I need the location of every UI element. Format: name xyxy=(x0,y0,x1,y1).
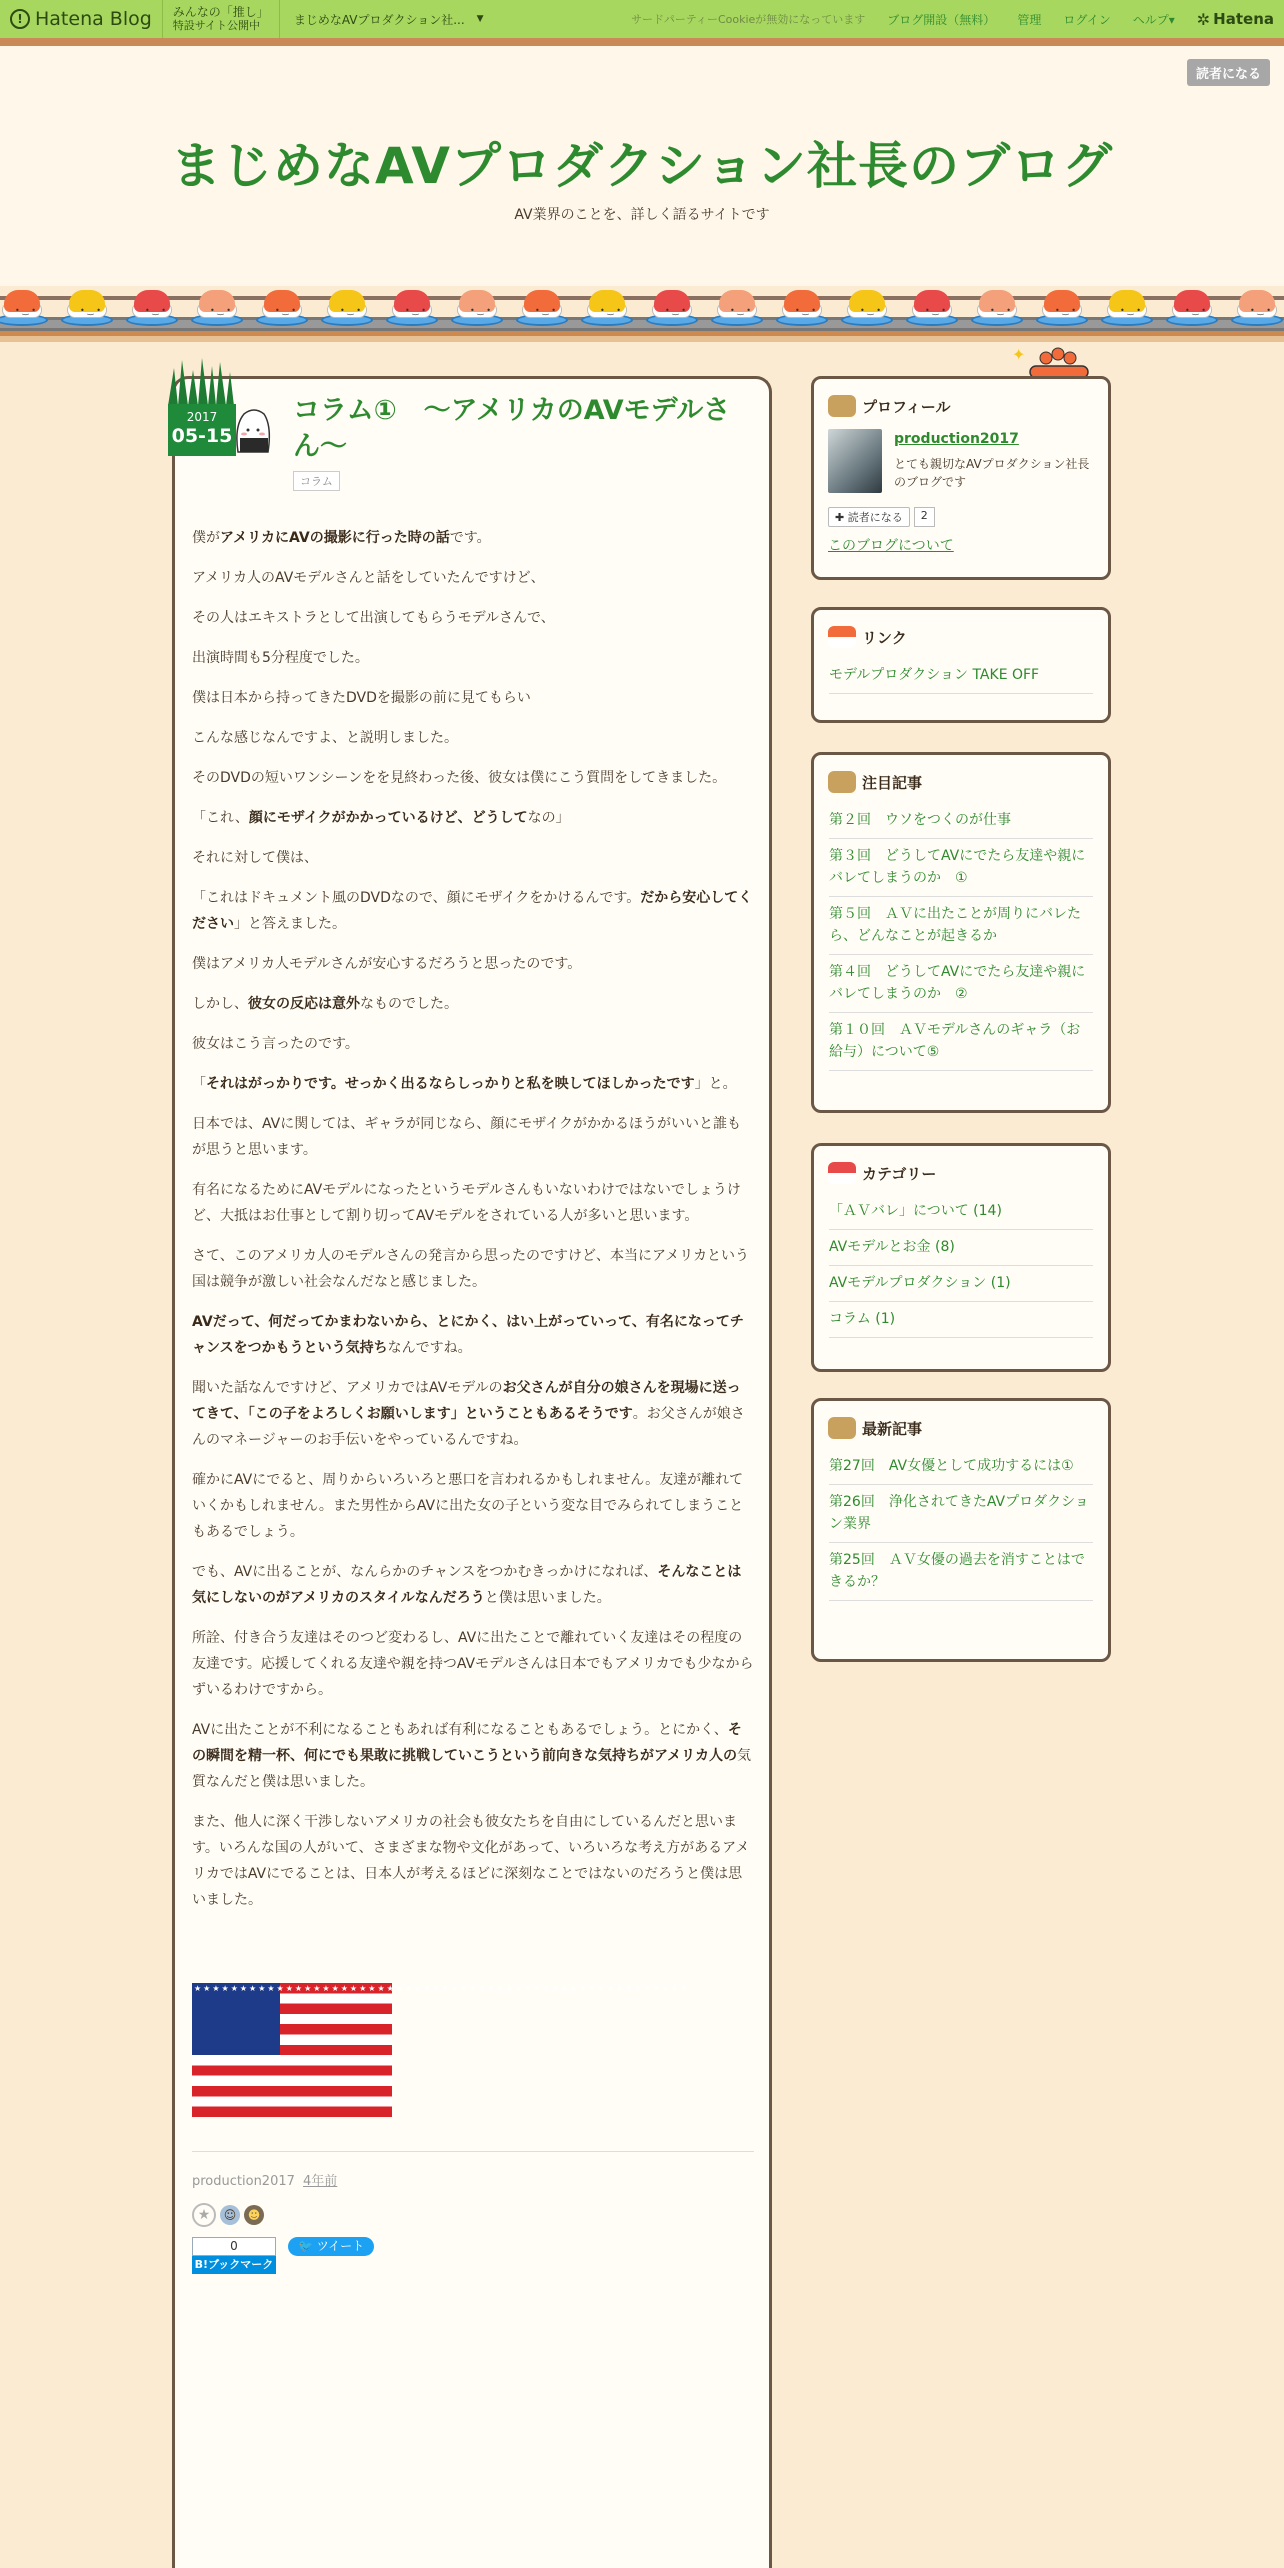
date-year: 2017 xyxy=(186,410,218,424)
entry-date-badge xyxy=(168,356,236,456)
sushi-plate-icon: • ‿ • xyxy=(386,288,438,326)
blog-description: AV業界のことを、詳しく語るサイトです xyxy=(514,207,770,223)
entry-paragraph: こんな感じなんですよ、と説明しました。 xyxy=(192,730,458,746)
entry-paragraph: 出演時間も5分程度でした。 xyxy=(192,650,369,666)
cookie-notice[interactable]: サードパーティーCookieが無効になっています xyxy=(631,13,866,26)
sushi-plate-icon: • ‿ • xyxy=(516,288,568,326)
links-module-title xyxy=(814,610,1108,658)
categories-module-title xyxy=(814,1146,1108,1194)
emphasis-text: アメリカにAVの撮影に行った時の話 xyxy=(220,530,450,546)
onigiri-icon xyxy=(828,1417,856,1439)
promo-line1: みんなの「推し」 xyxy=(172,5,269,19)
sushi-plate-icon: • ‿ • xyxy=(646,288,698,326)
emphasis-text: AVだって、何だってかまわないから、とにかく、はい上がっていって、有名になってチャンスをつかもうという気持ち xyxy=(192,1314,744,1356)
entry-paragraph: 「これ、顔にモザイクがかかっているけど、どうしてなの」 xyxy=(192,810,570,826)
hatena-brand-label: Hatena xyxy=(1213,10,1274,28)
sushi-plate-icon: • ‿ • xyxy=(1166,288,1218,326)
entry-paragraph: 「これはドキュメント風のDVDなので、顔にモザイクをかけるんです。だから安心してください」と答えました。 xyxy=(192,890,753,932)
link-item[interactable]: モデルプロダクション TAKE OFF xyxy=(829,658,1093,694)
featured-article-link[interactable]: 第１０回 ＡＶモデルさんのギャラ（お給与）について⑤ xyxy=(829,1013,1093,1071)
profile-subscribe xyxy=(828,507,1094,527)
entry-author-line xyxy=(192,2170,754,2189)
blog-title[interactable]: まじめなAVプロダクション社長のブログ xyxy=(171,137,1113,195)
help-menu[interactable]: ヘルプ▾ xyxy=(1132,12,1175,27)
entry-paragraph: 所詮、付き合う友達はそのつど変わるし、AVに出たことで離れていく友達はその程度の友達です。応援してくれる友達や親を持つAVモデルさんは日本でもアメリカでも少なからずいるわけですから。 xyxy=(192,1630,754,1698)
date-month-day: 05-15 xyxy=(171,425,233,447)
header-divider xyxy=(0,38,1284,46)
sushi-conveyor-decoration xyxy=(0,282,1284,342)
entry-time-link[interactable]: 4年前 xyxy=(303,2174,338,2189)
recent-title-label: 最新記事 xyxy=(862,1419,923,1438)
sushi-plate-icon: • ‿ • xyxy=(1101,288,1153,326)
featured-article-link[interactable]: 第４回 どうしてAVにでたら友達や親にバレてしまうのか ② xyxy=(829,955,1093,1013)
caret-down-icon: ▼ xyxy=(476,14,484,24)
about-blog-link[interactable]: このブログについて xyxy=(828,538,954,554)
subscriber-count: 2 xyxy=(914,507,935,527)
open-blog-link[interactable]: ブログ開設（無料） xyxy=(887,12,996,27)
profile-row xyxy=(814,427,1108,495)
entry-paragraph: さて、このアメリカ人のモデルさんの発言から思ったのですけど、本当にアメリカという国は競争が激しい社会なんだなと感じました。 xyxy=(192,1248,750,1290)
category-link[interactable]: AVモデルプロダクション (1) xyxy=(829,1266,1093,1302)
entry-category-tag[interactable]: コラム xyxy=(293,471,340,491)
hatena-bookmark-label: B!ブックマーク xyxy=(192,2256,276,2274)
add-star-icon[interactable]: ★ xyxy=(192,2203,216,2227)
entry-paragraph: AVだって、何だってかまわないから、とにかく、はい上がっていって、有名になってチャンスをつかもうという気持ちなんですね。 xyxy=(192,1314,744,1356)
onigiri-icon xyxy=(828,771,856,793)
profile-subscribe-label: 読者になる xyxy=(847,511,903,524)
entry-paragraph: 確かにAVにでると、周りからいろいろと悪口を言われるかもしれません。友達が離れていくかもしれません。また男性からAVに出た女の子という変な目でみられてしまうこともあるでしょう。 xyxy=(192,1472,744,1540)
sushi-plate-icon: • ‿ • xyxy=(321,288,373,326)
emphasis-text: それはがっかりです。せっかく出るならしっかりと私を映してほしかったです xyxy=(206,1076,695,1092)
entry-paragraph: 僕がアメリカにAVの撮影に行った時の話です。 xyxy=(192,530,491,546)
recent-module xyxy=(811,1398,1111,1662)
login-link[interactable]: ログイン xyxy=(1063,12,1111,27)
entry-body xyxy=(192,525,754,1927)
sushi-plate-icon: • ‿ • xyxy=(451,288,503,326)
entry-paragraph: 彼女はこう言ったのです。 xyxy=(192,1036,359,1052)
sushi-plate-icon: • ‿ • xyxy=(841,288,893,326)
promo-line2: 特設サイト公開中 xyxy=(172,19,261,32)
hatena-bookmark-button[interactable] xyxy=(192,2237,276,2274)
entry-paragraph: 僕はアメリカ人モデルさんが安心するだろうと思ったのです。 xyxy=(192,956,582,972)
category-link[interactable]: AVモデルとお金 (8) xyxy=(829,1230,1093,1266)
featured-module xyxy=(811,752,1111,1113)
sushi-icon xyxy=(828,1162,856,1184)
entry-paragraph: しかし、彼女の反応は意外なものでした。 xyxy=(192,996,458,1012)
tweet-button[interactable]: 🐦 ツイート xyxy=(288,2237,374,2256)
hatena-menu[interactable] xyxy=(1197,10,1274,29)
emphasis-text: お父さんが自分の娘さんを現場に送ってきて、「この子をよろしくお願いします」ということもあるそうです xyxy=(192,1380,741,1422)
promo-link[interactable] xyxy=(163,0,280,38)
entry-paragraph: 僕は日本から持ってきたDVDを撮影の前に見てもらい xyxy=(192,690,531,706)
profile-subscribe-button[interactable]: ✚ 読者になる xyxy=(828,507,910,527)
emphasis-text: 彼女の反応は意外 xyxy=(248,996,360,1012)
recent-article-link[interactable]: 第25回 ＡＶ女優の過去を消すことはできるか？ xyxy=(829,1543,1093,1601)
profile-description: とても親切なAVプロダクション社長のブログです xyxy=(894,457,1090,489)
entry-paragraph: 日本では、AVに関しては、ギャラが同じなら、顔にモザイクがかかるほうがいいと誰もが思うと思います。 xyxy=(192,1116,741,1158)
entry-article xyxy=(172,376,772,2568)
blog-switcher-label: まじめなAVプロダクション社... xyxy=(293,12,465,27)
sushi-plate-icon: • ‿ • xyxy=(971,288,1023,326)
share-row xyxy=(192,2237,754,2274)
emphasis-text: 顔にモザイクがかかっているけど、どうして xyxy=(248,810,528,826)
hatena-gear-icon: ✲ xyxy=(1196,9,1211,29)
sushi-plate-icon: • ‿ • xyxy=(126,288,178,326)
grass-decoration-icon xyxy=(168,356,268,406)
entry-paragraph: その人はエキストラとして出演してもらうモデルさんで、 xyxy=(192,610,555,626)
sushi-plate-icon: • ‿ • xyxy=(61,288,113,326)
featured-module-title xyxy=(814,755,1108,803)
profile-module xyxy=(811,376,1111,580)
sushi-plate-icon: • ‿ • xyxy=(1231,288,1283,326)
recent-article-link[interactable]: 第27回 AV女優として成功するには① xyxy=(829,1449,1093,1485)
profile-module-title xyxy=(814,379,1108,427)
featured-article-link[interactable]: 第２回 ウソをつくのが仕事 xyxy=(829,803,1093,839)
sushi-plate-icon: • ‿ • xyxy=(906,288,958,326)
star-user-avatar[interactable]: ☺ xyxy=(220,2205,240,2225)
emphasis-text: だから安心してください xyxy=(192,890,753,932)
links-list xyxy=(814,658,1108,702)
header-right xyxy=(631,10,1284,29)
sushi-icon xyxy=(828,626,856,648)
entry-paragraph: 聞いた話なんですけど、アメリカではAVモデルのお父さんが自分の娘さんを現場に送ってきて、「この子をよろしくお願いします」ということもあるそうです。お父さんが娘さんのマネージャーのお手伝いをやっているんですね。 xyxy=(192,1380,745,1448)
star-user-avatar[interactable]: ☻ xyxy=(244,2205,264,2225)
categories-title-label: カテゴリー xyxy=(862,1164,937,1183)
featured-list xyxy=(814,803,1108,1079)
entry-footer xyxy=(192,2151,754,2274)
global-header xyxy=(0,0,1284,38)
profile-name-link[interactable]: production2017 xyxy=(894,431,1019,447)
hatena-bookmark-count: 0 xyxy=(192,2237,276,2256)
svg-text:✦: ✦ xyxy=(1012,345,1026,364)
profile-title-label: プロフィール xyxy=(862,397,951,416)
links-module xyxy=(811,607,1111,723)
sushi-plate-icon: • ‿ • xyxy=(711,288,763,326)
recent-list xyxy=(814,1449,1108,1609)
subscribe-button[interactable]: 読者になる xyxy=(1187,59,1270,86)
recent-module-title xyxy=(814,1401,1108,1449)
entry-title[interactable]: コラム① ～アメリカのAVモデルさん～ xyxy=(293,395,731,462)
entry-paragraph: 「それはがっかりです。せっかく出るならしっかりと私を映してほしかったです」と。 xyxy=(192,1076,737,1092)
hatena-logo-icon: ! xyxy=(10,9,30,29)
star-row xyxy=(192,2203,754,2227)
entry-paragraph: アメリカ人のAVモデルさんと話をしていたんですけど、 xyxy=(192,570,545,586)
category-link[interactable]: コラム (1) xyxy=(829,1302,1093,1338)
admin-link[interactable]: 管理 xyxy=(1017,12,1042,27)
sushi-plate-icon: • ‿ • xyxy=(0,288,48,326)
recent-article-link[interactable]: 第26回 浄化されてきたAVプロダクション業界 xyxy=(829,1485,1093,1543)
date-box[interactable] xyxy=(168,404,236,456)
categories-list xyxy=(814,1194,1108,1346)
category-link[interactable]: 「ＡＶバレ」について (14) xyxy=(829,1194,1093,1230)
emphasis-text: その瞬間を精一杯、何にでも果敢に挑戦していこうという前向きな気持ちがアメリカ人の xyxy=(192,1722,742,1764)
us-flag-image xyxy=(192,1983,690,2117)
profile-info xyxy=(894,429,1094,493)
brand-name: Hatena Blog xyxy=(35,8,152,30)
sushi-plate-icon: • ‿ • xyxy=(1036,288,1088,326)
sushi-plate-icon: • ‿ • xyxy=(581,288,633,326)
categories-module xyxy=(811,1143,1111,1372)
onigiri-decoration-icon xyxy=(234,406,272,454)
entry-paragraph: それに対して僕は、 xyxy=(192,850,318,866)
entry-paragraph: 有名になるためにAVモデルになったというモデルさんもいないわけではないでしょうけど、大抵はお仕事として割り切ってAVモデルをされている人が多いと思います。 xyxy=(192,1182,741,1224)
featured-article-link[interactable]: 第３回 どうしてAVにでたら友達や親にバレてしまうのか ① xyxy=(829,839,1093,897)
blog-title-area xyxy=(0,46,1284,286)
entry-paragraph: でも、AVに出ることが、なんらかのチャンスをつかむきっかけになれば、そんなことは気にしないのがアメリカのスタイルなんだろうと僕は思いました。 xyxy=(192,1564,742,1606)
sushi-plate-icon: • ‿ • xyxy=(256,288,308,326)
links-title-label: リンク xyxy=(862,628,907,647)
featured-title-label: 注目記事 xyxy=(862,773,923,792)
tweet-label: ツイート xyxy=(316,2239,365,2253)
emphasis-text: そんなことは気にしないのがアメリカのスタイルなんだろう xyxy=(192,1564,742,1606)
entry-paragraph: AVに出たことが不利になることもあれば有利になることもあるでしょう。とにかく、その瞬間を精一杯、何にでも果敢に挑戦していこうという前向きな気持ちがアメリカ人の気質なんだと僕は思いました。 xyxy=(192,1722,752,1790)
sushi-plate-icon: • ‿ • xyxy=(191,288,243,326)
profile-avatar[interactable] xyxy=(828,429,882,493)
entry-paragraph: また、他人に深く干渉しないアメリカの社会も彼女たちを自由にしているんだと思います。いろんな国の人がいて、さまざまな物や文化があって、いろいろな考え方があるアメリカではAVにでることは、日本人が考えるほどに深刻なことではないのだろうと僕は思いました。 xyxy=(192,1814,750,1908)
featured-article-link[interactable]: 第５回 ＡＶに出たことが周りにバレたら、どんなことが起きるか xyxy=(829,897,1093,955)
entry-author[interactable]: production2017 xyxy=(192,2174,295,2189)
blog-switcher[interactable] xyxy=(280,11,484,28)
sushi-plate-icon: • ‿ • xyxy=(776,288,828,326)
hatena-blog-logo[interactable] xyxy=(0,0,163,38)
flag-stars: ★★★★★★★★★★★★★★★★★★★★★★★★★★★★★★★★★★★★★★★★★★★★★★★★★★★★★★ xyxy=(192,1983,280,2055)
entry-paragraph: そのDVDの短いワンシーンをを見終わった後、彼女は僕にこう質問をしてきました。 xyxy=(192,770,727,786)
onigiri-icon xyxy=(828,395,856,417)
